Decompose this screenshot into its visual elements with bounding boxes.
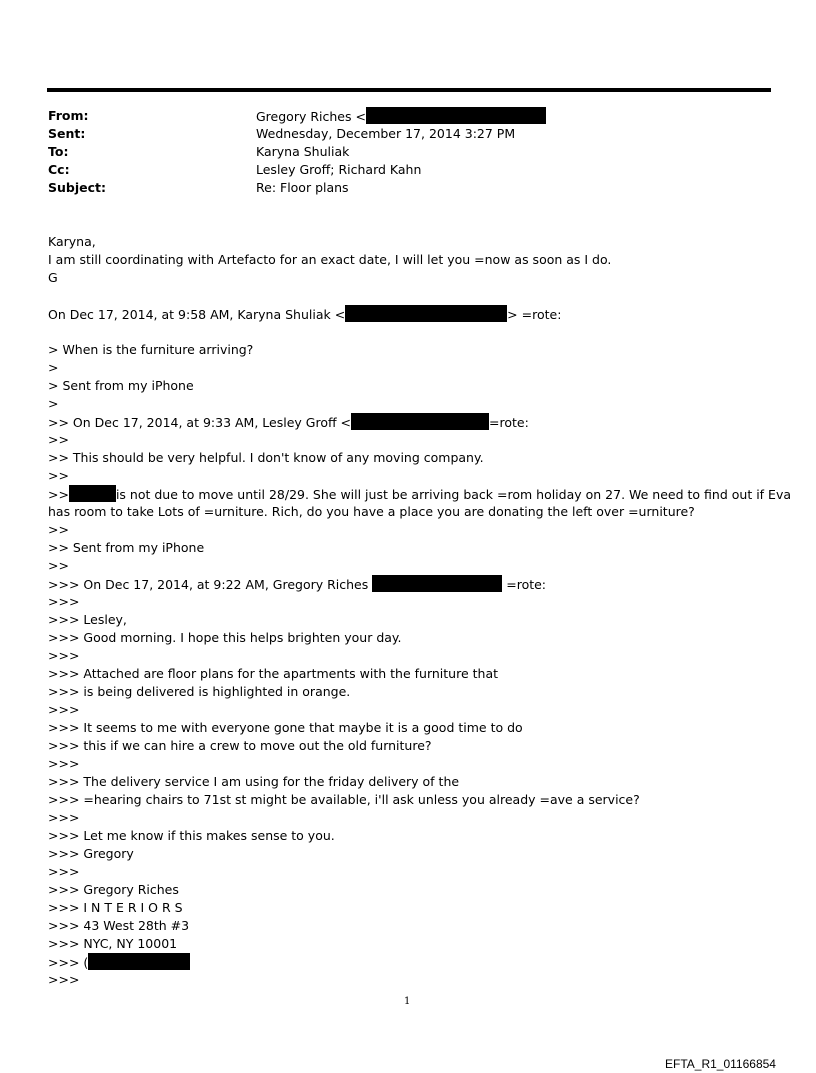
quoted-line: > When is the furniture arriving? — [48, 342, 254, 357]
to-label: To: — [48, 144, 69, 159]
quoted-line: >> — [48, 432, 69, 447]
quoted-text: =rote: — [489, 415, 529, 430]
quoted-text: >>> ( — [48, 955, 89, 970]
redaction-block — [69, 485, 116, 502]
subject-label: Subject: — [48, 180, 106, 195]
quoted-line: > — [48, 360, 59, 375]
quoted-text: >> On Dec 17, 2014, at 9:33 AM, Lesley Groff < — [48, 415, 352, 430]
quoted-line: >> — [48, 558, 69, 573]
quoted-line: >> — [48, 468, 69, 483]
quoted-line: >>> is being delivered is highlighted in orange. — [48, 684, 351, 699]
quoted-text: is not due to move until 28/29. She will just be arriving back =rom holiday on 27. We need to find out if Eva — [115, 487, 791, 502]
cc-label: Cc: — [48, 162, 70, 177]
quoted-line: >>> — [48, 972, 80, 987]
quoted-line: >>> — [48, 702, 80, 717]
quoted-line: >>> — [48, 810, 80, 825]
quoted-text: =rote: — [506, 577, 547, 592]
signoff: G — [48, 270, 58, 285]
to-value: Karyna Shuliak — [256, 144, 350, 159]
greeting: Karyna, — [48, 234, 96, 249]
quote-intro-text: On Dec 17, 2014, at 9:58 AM, Karyna Shuliak < — [48, 307, 346, 322]
document-id: EFTA_R1_01166854 — [665, 1057, 776, 1071]
quoted-line: >>> I N T E R I O R S — [48, 900, 183, 915]
quoted-line — [48, 413, 529, 432]
quoted-line: >>> Let me know if this makes sense to you. — [48, 828, 335, 843]
quoted-line: >>> — [48, 756, 80, 771]
header-rule — [47, 88, 771, 92]
sent-value: Wednesday, December 17, 2014 3:27 PM — [256, 126, 516, 141]
quoted-text: >>> On Dec 17, 2014, at 9:22 AM, Gregory Riches — [48, 577, 369, 592]
quoted-line: has room to take Lots of =urniture. Rich, do you have a place you are donating the left over =urniture? — [48, 504, 695, 519]
quoted-line — [48, 485, 791, 504]
quoted-line: >> Sent from my iPhone — [48, 540, 205, 555]
quoted-line: >>> It seems to me with everyone gone that maybe it is a good time to do — [48, 720, 523, 735]
body-line: I am still coordinating with Artefacto for an exact date, I will let you =now as soon as I do. — [48, 252, 612, 267]
quoted-line: >>> — [48, 648, 80, 663]
quoted-line: >>> — [48, 594, 80, 609]
from-name: Gregory Riches < — [256, 109, 366, 124]
quoted-line: >>> The delivery service I am using for the friday delivery of the — [48, 774, 460, 789]
quoted-line: >>> Gregory — [48, 846, 134, 861]
quoted-line — [48, 575, 546, 594]
quoted-line: >>> Gregory Riches — [48, 882, 179, 897]
from-value — [256, 107, 546, 126]
cc-value: Lesley Groff; Richard Kahn — [256, 162, 422, 177]
quoted-line: >>> Attached are floor plans for the apartments with the furniture that — [48, 666, 498, 681]
quoted-line: >>> Lesley, — [48, 612, 127, 627]
redaction-block — [345, 305, 507, 322]
from-label: From: — [48, 108, 89, 123]
quoted-line: > — [48, 396, 59, 411]
quote-intro — [48, 305, 561, 324]
sent-label: Sent: — [48, 126, 86, 141]
quoted-line: > Sent from my iPhone — [48, 378, 194, 393]
quoted-line: >>> NYC, NY 10001 — [48, 936, 178, 951]
quote-intro-end: > =rote: — [507, 307, 562, 322]
quoted-line: >> — [48, 522, 69, 537]
redaction-block — [372, 575, 502, 592]
quoted-line: >> This should be very helpful. I don't know of any moving company. — [48, 450, 484, 465]
quoted-line: >>> — [48, 864, 80, 879]
quoted-line: >>> 43 West 28th #3 — [48, 918, 190, 933]
quoted-line: >>> this if we can hire a crew to move out the old furniture? — [48, 738, 432, 753]
redaction-block — [366, 107, 546, 124]
quoted-line — [48, 953, 190, 972]
page-number: 1 — [404, 996, 411, 1007]
redaction-block — [88, 953, 190, 970]
quoted-line: >>> =hearing chairs to 71st st might be available, i'll ask unless you already =ave a service? — [48, 792, 640, 807]
redaction-block — [351, 413, 489, 430]
subject-value: Re: Floor plans — [256, 180, 349, 195]
quoted-text: >> — [48, 487, 69, 502]
quoted-line: >>> Good morning. I hope this helps brighten your day. — [48, 630, 402, 645]
